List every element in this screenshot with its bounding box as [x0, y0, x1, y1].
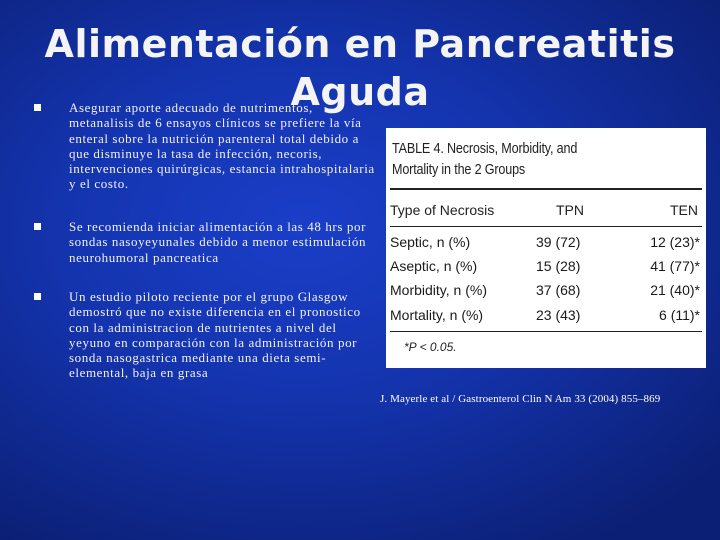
table-row [386, 307, 706, 327]
table-cell: 37 (68) [536, 282, 581, 298]
table-row [386, 258, 706, 278]
table-cell: 21 (40)* [650, 282, 700, 298]
table-top-rule [390, 188, 702, 190]
bullet-text: Se recomienda iniciar alimentación a las 48 hrs por sondas nasoyeyunales debido a menor estimulación neurohumoral pancreatica [69, 219, 367, 265]
table-row [386, 282, 706, 302]
table-cell: 12 (23)* [650, 234, 700, 250]
table-cell: 6 (11)* [659, 307, 700, 323]
bullet-item [34, 289, 379, 381]
table-cell: Mortality, n (%) [390, 307, 484, 323]
table-title: TABLE 4. Necrosis, Morbidity, and Mortality in the 2 Groups [392, 140, 578, 178]
table-row [386, 234, 706, 254]
bullet-square-icon [34, 223, 41, 230]
bullet-text: Asegurar aporte adecuado de nutrimentos, metanalisis de 6 ensayos clínicos se prefiere la vía enteral sobre la nutrición parenteral total debido a que disminuye la tasa de infección, necoris, intervenciones quirúrgicas, estancia intrahospitalaria y el costo. [69, 100, 375, 192]
table-header-tpn: TPN [556, 202, 584, 218]
table-cell: 41 (77)* [650, 258, 700, 274]
citation: J. Mayerle et al / Gastroenterol Clin N Am 33 (2004) 855–869 [380, 393, 661, 405]
bullet-item [34, 219, 379, 265]
bullet-square-icon [34, 293, 41, 300]
table-cell: Aseptic, n (%) [390, 258, 478, 274]
table-cell: 15 (28) [536, 258, 581, 274]
table-cell: Septic, n (%) [390, 234, 471, 250]
table-header-type: Type of Necrosis [390, 202, 495, 218]
slide-title: Alimentación en Pancreatitis Aguda [44, 22, 676, 114]
table-footnote: *P < 0.05. [404, 340, 457, 354]
table-cell: 39 (72) [536, 234, 581, 250]
table-bottom-rule [390, 331, 702, 332]
table-header-ten: TEN [670, 202, 698, 218]
table-cell: Morbidity, n (%) [390, 282, 487, 298]
bullet-text: Un estudio piloto reciente por el grupo Glasgow demostró que no existe diferencia en el pronostico con la administracion de nutrientes a nivel del yeyuno en comparación con la administración por sonda nasogastrica mediante una dieta semi-elemental, baja en grasa [69, 289, 361, 381]
table-cell: 23 (43) [536, 307, 581, 323]
table-header-rule [390, 226, 702, 227]
results-table-image [386, 128, 706, 368]
